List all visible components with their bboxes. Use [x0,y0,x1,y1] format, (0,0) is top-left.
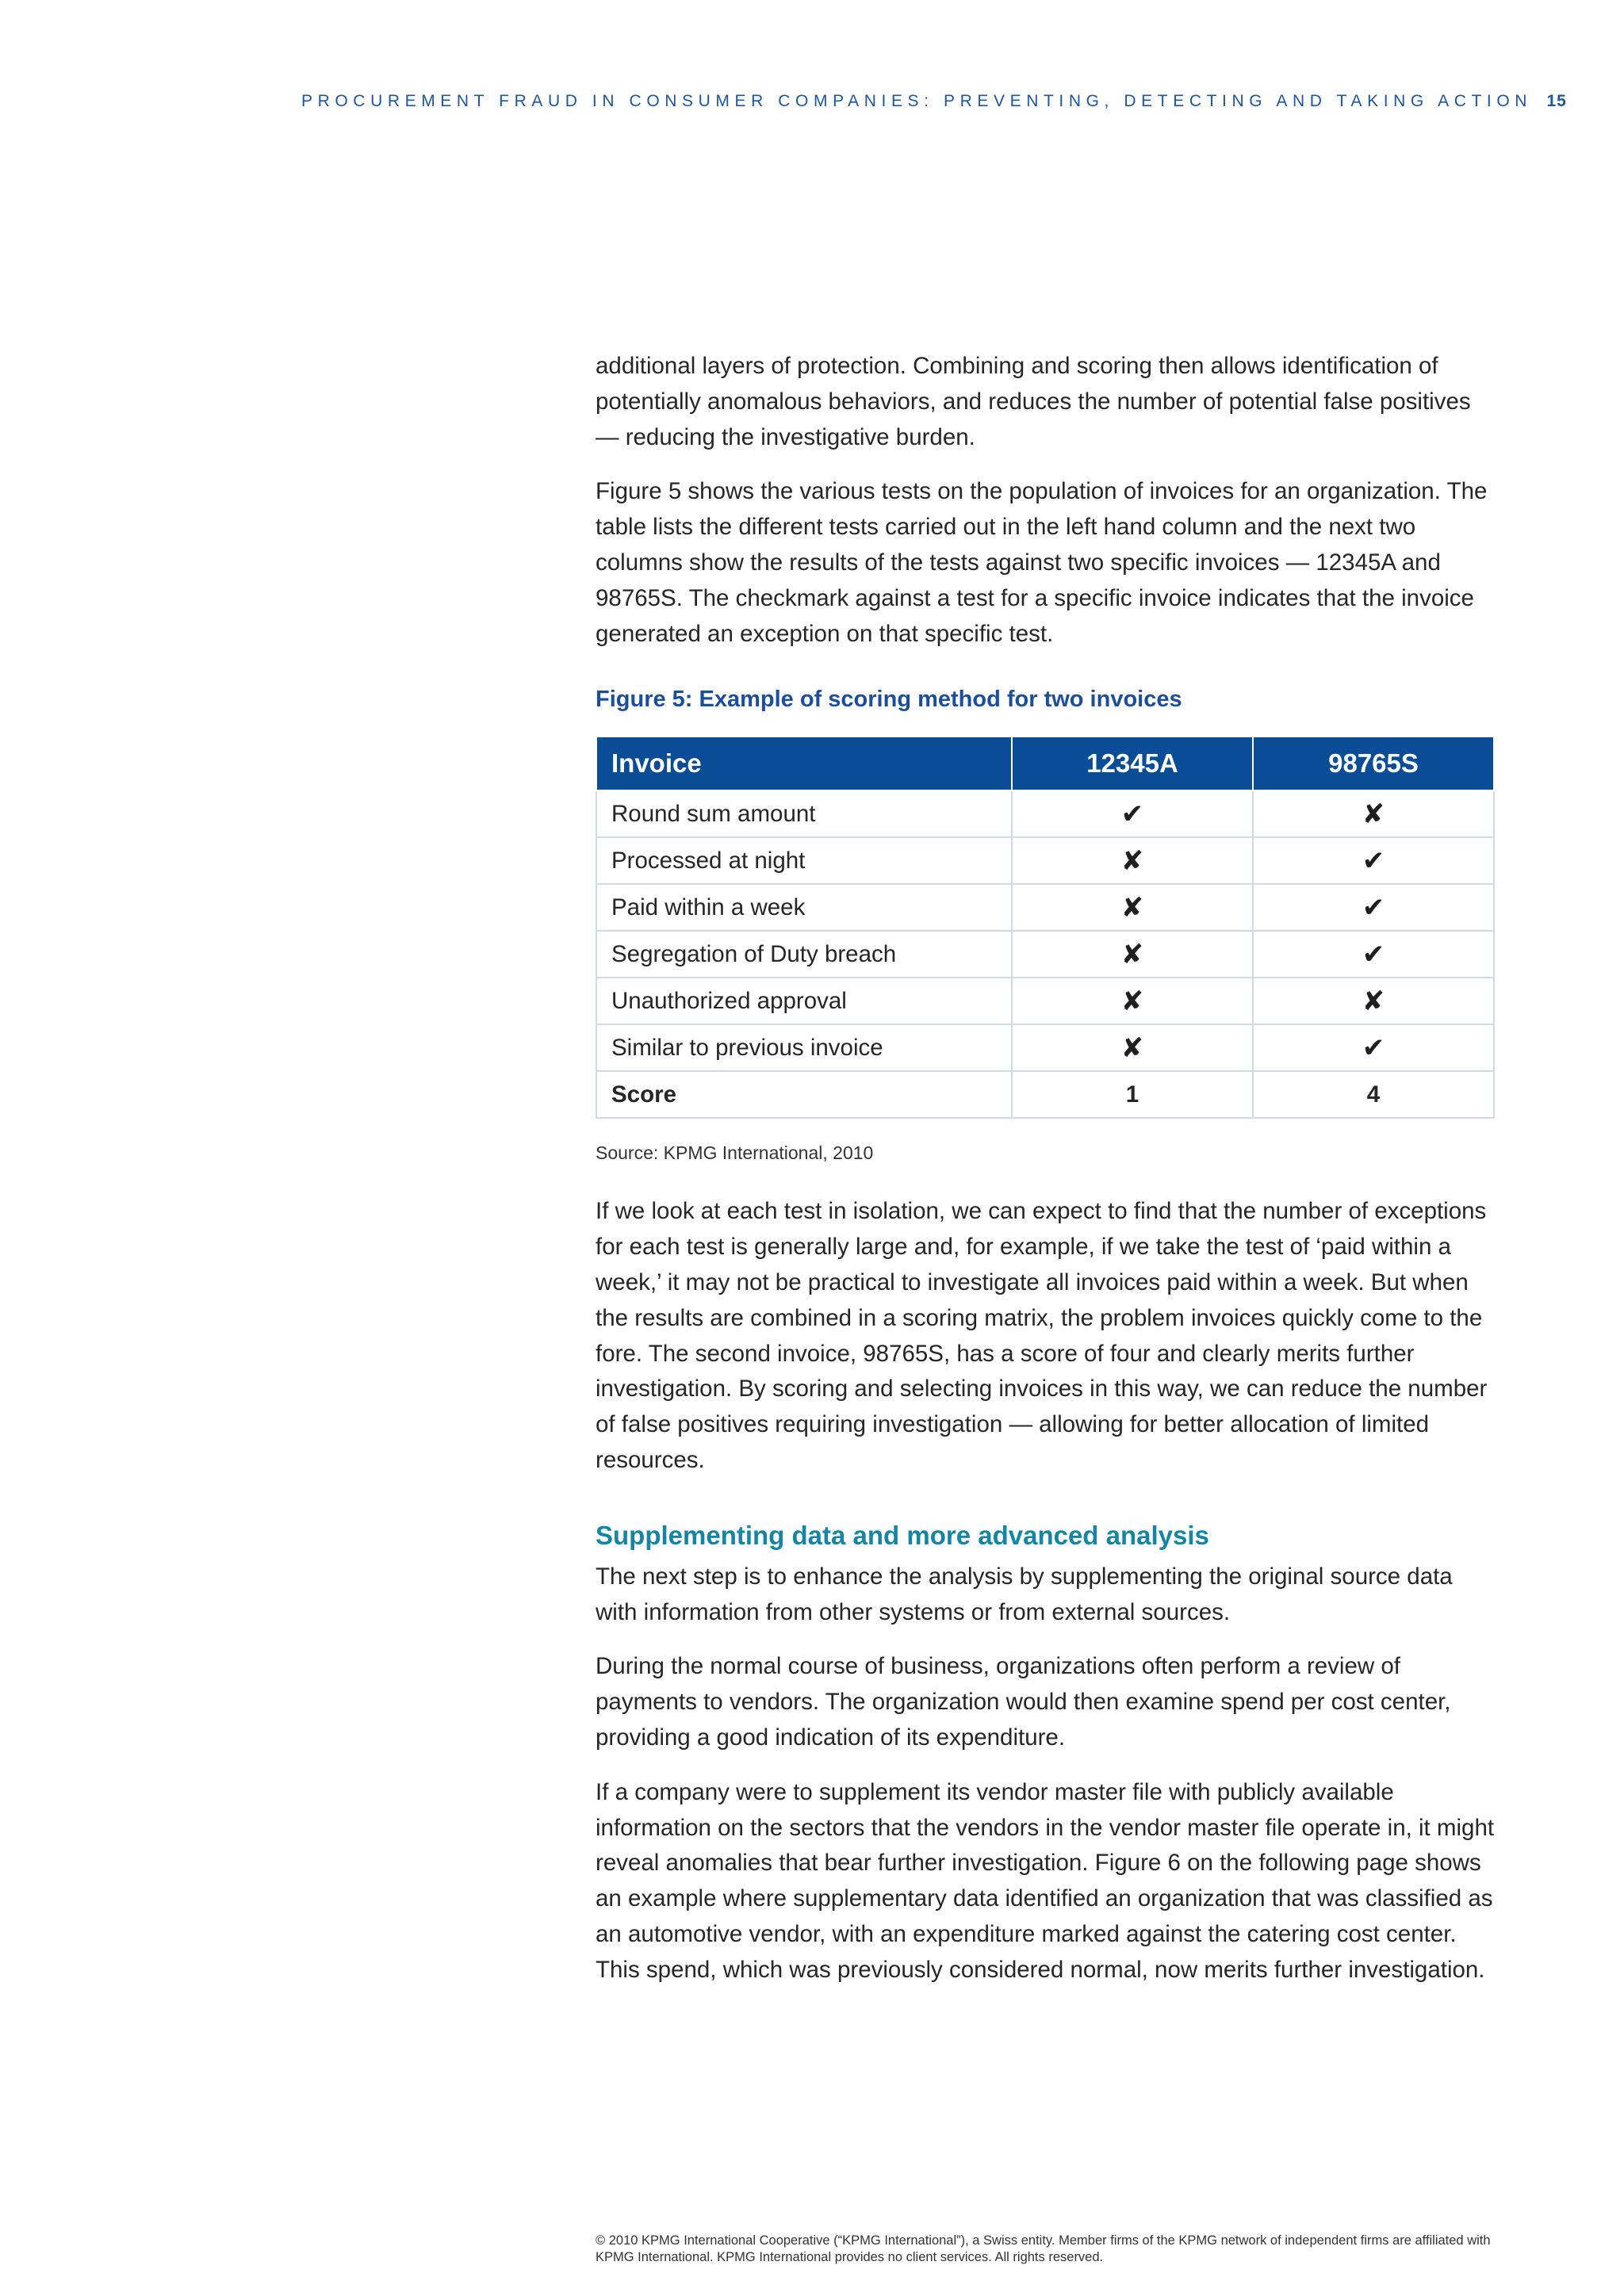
table-header-row [596,737,1494,790]
result-98765s: ✔ [1253,1024,1494,1071]
result-12345a: ✔ [1012,790,1253,837]
column-header-12345a: 12345A [1012,737,1253,790]
result-12345a: ✘ [1012,1024,1253,1071]
test-name: Paid within a week [596,884,1012,931]
running-title: PROCUREMENT FRAUD IN CONSUMER COMPANIES: PREVENTING, DETECTING AND TAKING ACTION [301,92,1533,110]
main-content [596,349,1496,2007]
table-row [596,884,1494,931]
test-name: Unauthorized approval [596,978,1012,1024]
score-98765s: 4 [1253,1071,1494,1118]
result-12345a: ✘ [1012,884,1253,931]
result-12345a: ✘ [1012,931,1253,978]
paragraph-3: If we look at each test in isolation, we can expect to find that the number of exceptions for each test is generally large and, for example, if we take the test of ‘paid within a week,’ it may not be practical to investigate all invoices paid within a week. But when the results are combined in a scoring matrix, the problem invoices quickly come to the fore. The second invoice, 98765S, has a score of four and clearly merits further investigation. By scoring and selecting invoices in this way, we can reduce the number of false positives requiring investigation — allowing for better allocation of limited resources. [596,1198,1488,1473]
paragraph-5: During the normal course of business, organizations often perform a review of payments to vendors. The organization would then examine spend per cost center, providing a good indication of its expenditure. [596,1653,1451,1751]
paragraph-6: If a company were to supplement its vendor master file with publicly available information on the sectors that the vendors in the vendor master file operate in, it might reveal anomalies that bear further investigation. Figure 6 on the following page shows an example where supplementary data identified an organization that was classified as an automotive vendor, with an expenditure marked against the catering cost center. This spend, which was previously considered normal, now merits further investigation. [596,1778,1495,1983]
result-12345a: ✘ [1012,978,1253,1024]
column-header-invoice: Invoice [596,737,1012,790]
result-98765s: ✔ [1253,931,1494,978]
test-name: Segregation of Duty breach [596,931,1012,978]
result-12345a: ✘ [1012,837,1253,884]
score-label: Score [596,1071,1012,1118]
table-row [596,931,1494,978]
table-row [596,1024,1494,1071]
footer-copyright: © 2010 KPMG International Cooperative (“KPMG International”), a Swiss entity. Member firms of the KPMG network of independent firms are affiliated with KPMG International. KPMG International provides no client services. All rights reserved. [596,2233,1491,2264]
table-row [596,837,1494,884]
result-98765s: ✔ [1253,884,1494,931]
table-row [596,978,1494,1024]
paragraph-2: Figure 5 shows the various tests on the population of invoices for an organization. The table lists the different tests carried out in the left hand column and the next two columns show the results of the tests against two specific invoices — 12345A and 98765S. The checkmark against a test for a specific invoice indicates that the invoice generated an exception on that specific test. [596,478,1488,647]
score-12345a: 1 [1012,1071,1253,1118]
result-98765s: ✔ [1253,837,1494,884]
page-number: 15 [1546,92,1567,110]
paragraph-1: additional layers of protection. Combining and scoring then allows identification of potentially anomalous behaviors, and reduces the number of potential false positives — reducing the investigative burden. [596,353,1471,450]
column-header-98765s: 98765S [1253,737,1494,790]
paragraph-4: The next step is to enhance the analysis by supplementing the original source data with information from other systems or from external sources. [596,1563,1453,1625]
test-name: Round sum amount [596,790,1012,837]
result-98765s: ✘ [1253,978,1494,1024]
test-name: Processed at night [596,837,1012,884]
figure-title: Figure 5: Example of scoring method for two invoices [596,687,1182,713]
table-row [596,790,1494,837]
running-header [301,92,1567,111]
score-row [596,1071,1494,1118]
scoring-table [596,736,1495,1119]
test-name: Similar to previous invoice [596,1024,1012,1071]
figure-source: Source: KPMG International, 2010 [596,1142,874,1164]
section-heading: Supplementing data and more advanced analysis [596,1520,1209,1550]
result-98765s: ✘ [1253,790,1494,837]
